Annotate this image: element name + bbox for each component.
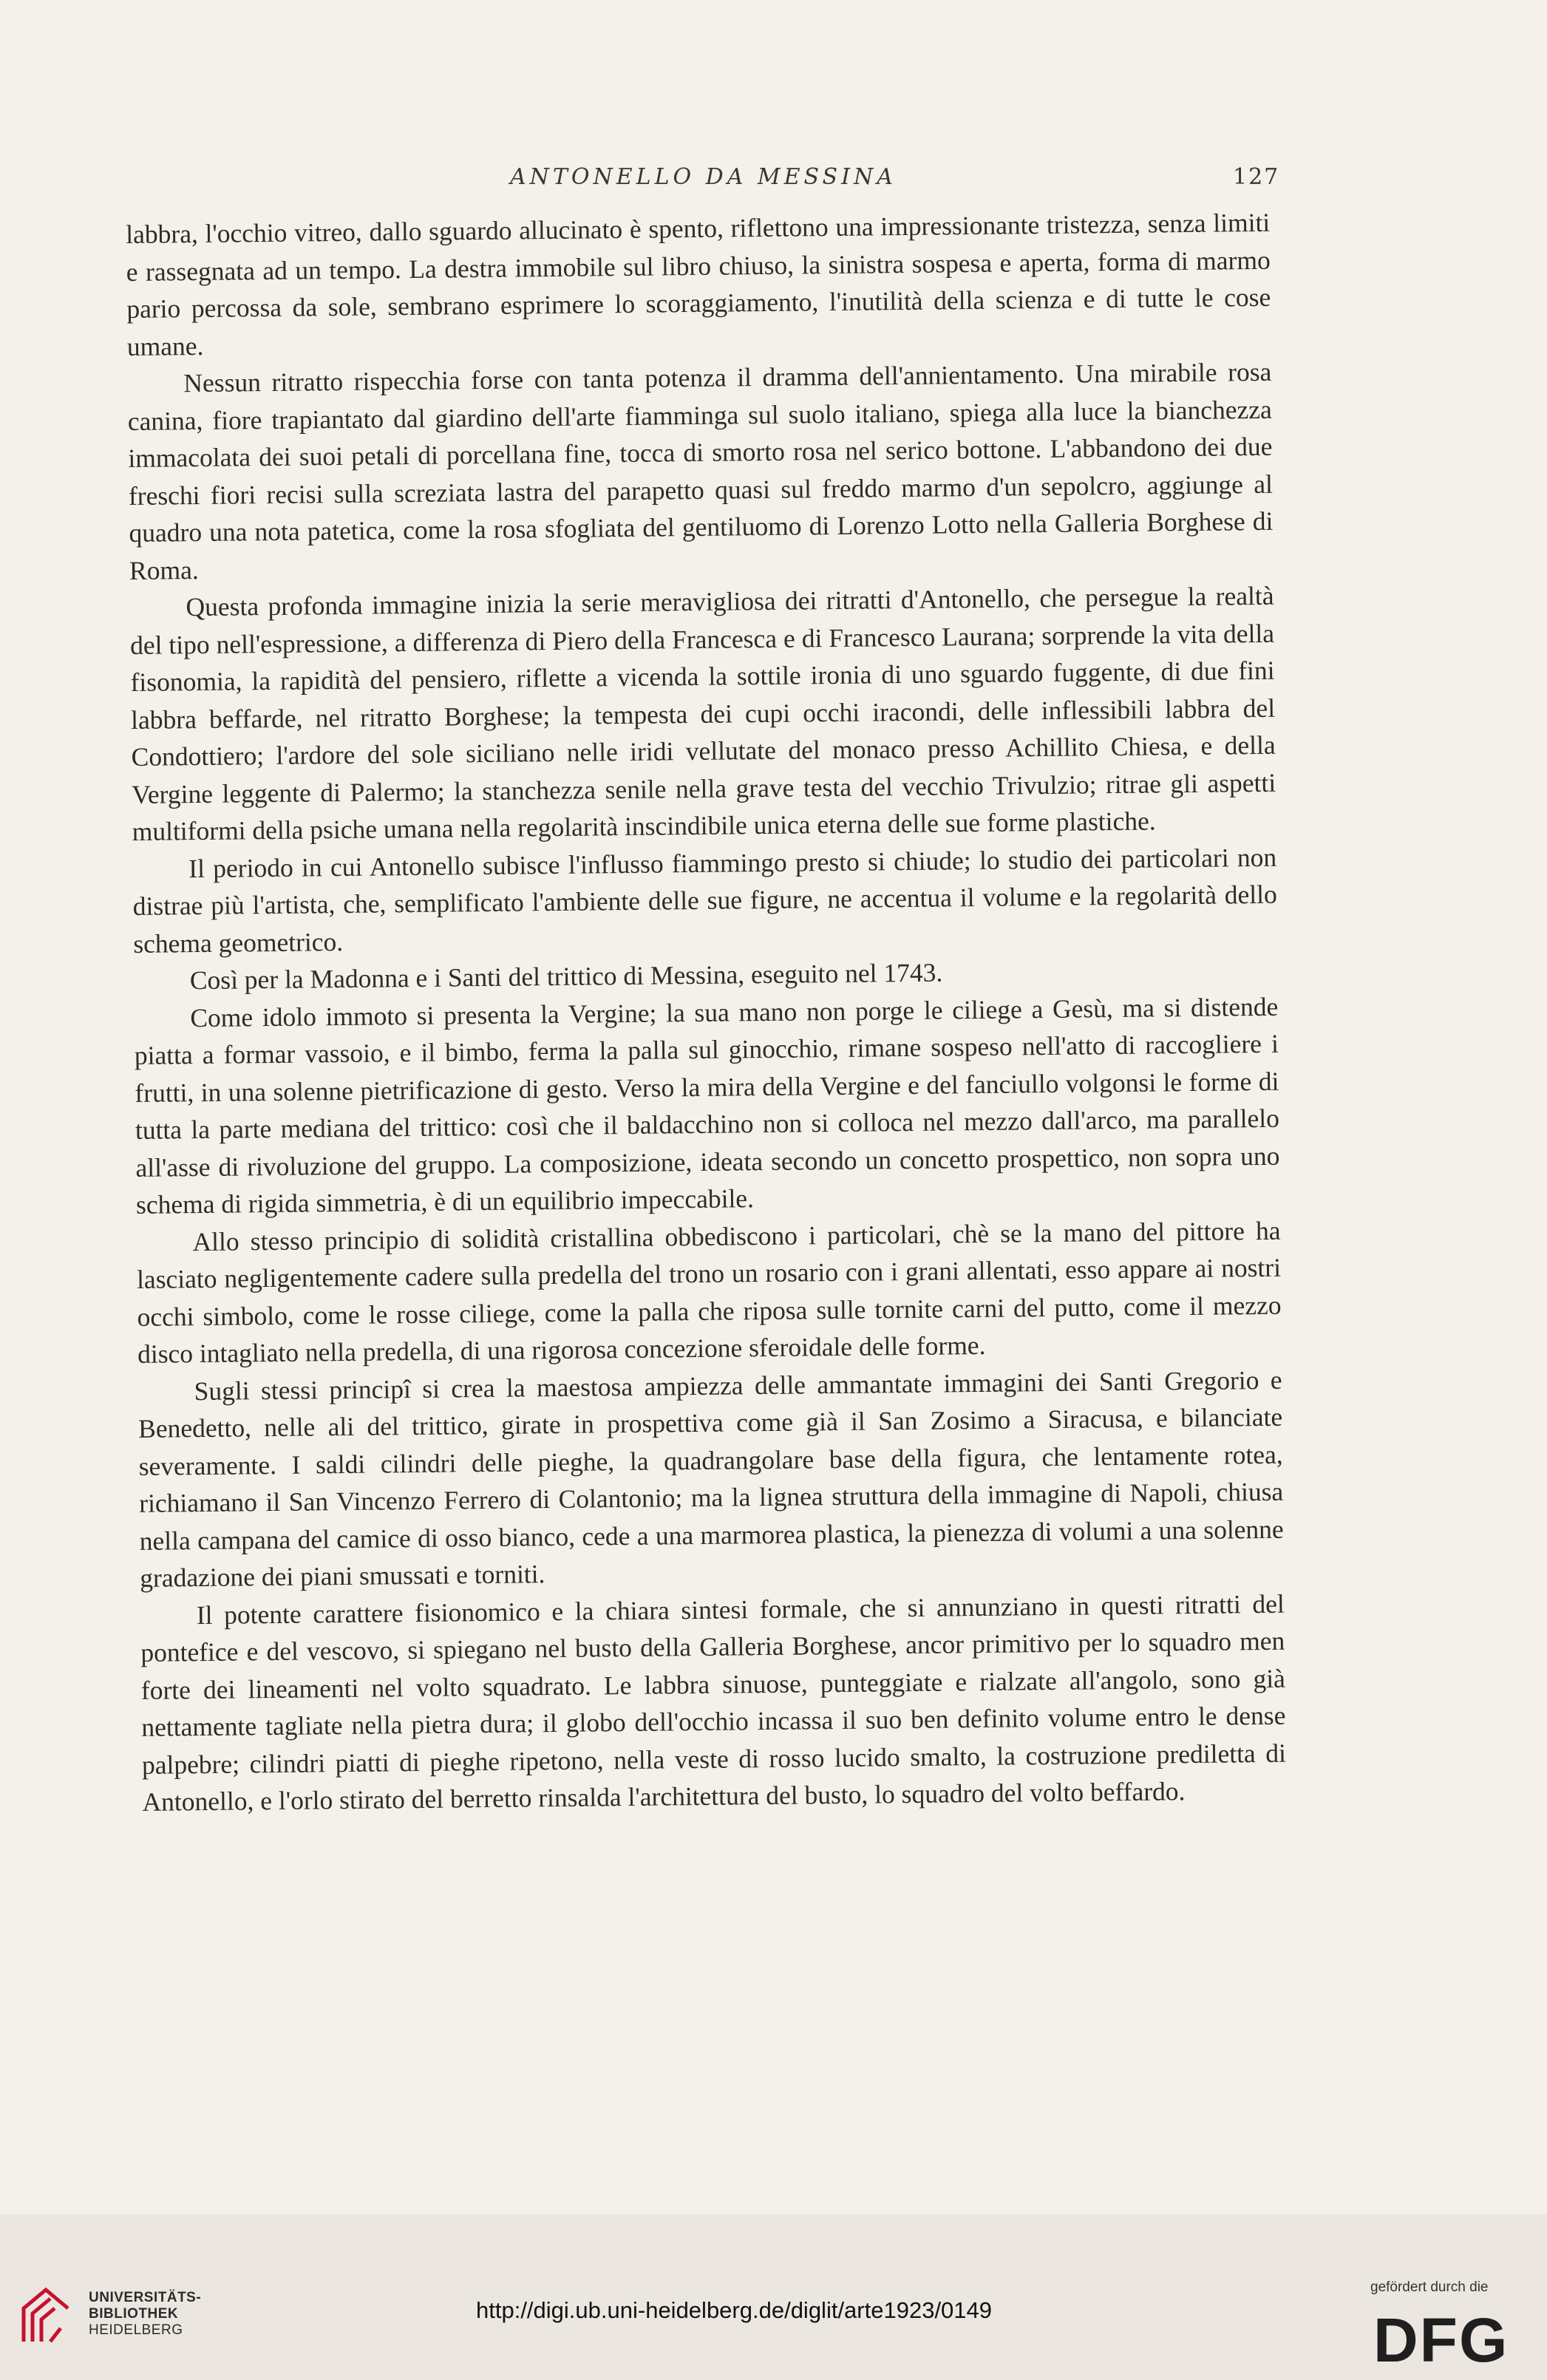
library-name-line: HEIDELBERG bbox=[89, 2322, 183, 2338]
permalink-url[interactable]: http://digi.ub.uni-heidelberg.de/diglit/arte1923/0149 bbox=[476, 2297, 993, 2323]
body-text bbox=[126, 204, 1287, 1821]
viewer-footer bbox=[0, 2214, 1547, 2380]
paragraph: Nessun ritratto rispecchia forse con tanta potenza il dramma dell'annientamento. Una mirabile rosa canina, fiore trapiantato dal giardino dell'arte fiamminga sul suolo italiano, spiega alla luce la bianchezza immacolata dei suoi petali di porcellana fine, tocca di smorto rosa nel serico bottone. L'abbandono dei due freschi fiori recisi sulla screziata lastra del parapetto quasi sul freddo marmo d'un sepolcro, aggiunge al quadro una nota patetica, come la rosa sfogliata del gentiluomo di Lorenzo Lotto nella Galleria Borghese di Roma. bbox=[127, 356, 1274, 585]
paragraph: Sugli stessi principî si crea la maestosa ampiezza delle ammantate immagini dei Santi Gregorio e Benedetto, nelle ali del trittico, girate in prospettiva come già il San Zosimo a Siracusa, e bilanciate severamente. I saldi cilindri delle pieghe, la quadrangolare base della figura, che lentamente rotea, richiamano il San Vincenzo Ferrero di Colantonio; ma la lignea struttura della immagine di Napoli, chiusa nella campana del camice di osso bianco, cede a una marmorea plastica, la pienezza di volumi a una solenne gradazione dei piani smussati e torniti. bbox=[137, 1364, 1284, 1593]
university-library-logo-icon bbox=[16, 2282, 75, 2349]
page-header bbox=[0, 164, 1547, 208]
paragraph: Allo stesso principio di solidità cristallina obbediscono i particolari, chè se la mano del pittore ha lasciato negligentemente cadere sulla predella del trono un rosario con i grani allentati, esso appare ai nostri occhi simbolo, come le rosse ciliege, come la palla che riposa sulle tornite carni del putto, come il mezzo disco intagliato nella predella, di una rigorosa concezione sferoidale delle forme. bbox=[136, 1215, 1282, 1369]
funding-note: gefördert durch die bbox=[1370, 2279, 1489, 2295]
paragraph: Il periodo in cui Antonello subisce l'influsso fiammingo presto si chiude; lo studio dei particolari non distrae più l'artista, che, semplificato l'ambiente delle sue figure, ne accentua il volume e la regolarità dello schema geometrico. bbox=[132, 842, 1277, 959]
running-title: ANTONELLO DA MESSINA bbox=[510, 164, 897, 190]
paragraph: Così per la Madonna e i Santi del trittico di Messina, eseguito nel 1743. bbox=[189, 957, 943, 996]
paragraph: Questa profonda immagine inizia la serie meravigliosa dei ritratti d'Antonello, che persegue la realtà del tipo nell'espressione, a differenza di Piero della Francesca e di Francesco Laurana; sorprende la vita della fisonomia, la rapidità del pensiero, riflette a vicenda la sottile ironia di uno sguardo fuggente, di due fini labbra beffarde, nel ritratto Borghese; la tempesta dei cupi occhi iracondi, delle inflessibili labbra del Condottiero; l'ardore del sole siciliano nelle iridi vellutate del monaco presso Achillito Chiesa, e della Vergine leggente di Palermo; la stanchezza senile nella grave testa del vecchio Trivulzio; ritrae gli aspetti multiformi della psiche umana nella regolarità inscindibile unica eterna delle sue forme plastiche. bbox=[129, 580, 1276, 846]
page-number: 127 bbox=[1233, 164, 1280, 190]
library-name bbox=[89, 2290, 201, 2339]
library-name-line: UNIVERSITÄTS- bbox=[89, 2290, 202, 2305]
paragraph: Il potente carattere fisionomico e la chiara sintesi formale, che si annunziano in questi ritratti del pontefice e del vescovo, si spiegano nel busto della Galleria Borghese, ancor primitivo per lo squadro men forte dei lineamenti nel volto squadrato. Le labbra sinuose, punteggiate e rialzate all'angolo, sono già nettamente tagliate nella pietra dura; il globo dell'occhio incassa il suo ben definito volume entro le dense palpebre; cilindri piatti di pieghe ripetono, nella veste di rosso lucido smalto, la costruzione prediletta di Antonello, e l'orlo stirato del berretto rinsalda l'architettura del busto, lo squadro del volto beffardo. bbox=[140, 1588, 1287, 1817]
dfg-logo: DFG bbox=[1373, 2305, 1509, 2375]
library-name-line: BIBLIOTHEK bbox=[89, 2306, 179, 2322]
paragraph: labbra, l'occhio vitreo, dallo sguardo allucinato è spento, riflettono una impressionante tristezza, senza limiti e rassegnata ad un tempo. La destra immobile sul libro chiuso, la sinistra sospesa e aperta, forma di marmo pario percossa da sole, sembrano esprimere lo scoraggiamento, l'inutilità della scienza e di tutte le cose umane. bbox=[126, 207, 1271, 361]
paragraph: Come idolo immoto si presenta la Vergine; la sua mano non porge le ciliege a Gesù, ma si distende piatta a formar vassoio, e il bimbo, ferma la palla sul ginocchio, rimane sospeso nell'atto di raccogliere i frutti, in una solenne pietrificazione di gesto. Verso la mira della Vergine e del fanciullo volgonsi le forme di tutta la parte mediana del trittico: così che il baldacchino non si colloca nel mezzo dall'arco, ma parallelo all'asse di rivoluzione del gruppo. La composizione, ideata secondo un concetto prospettico, non sopra uno schema di rigida simmetria, è di un equilibrio impeccabile. bbox=[134, 991, 1280, 1220]
